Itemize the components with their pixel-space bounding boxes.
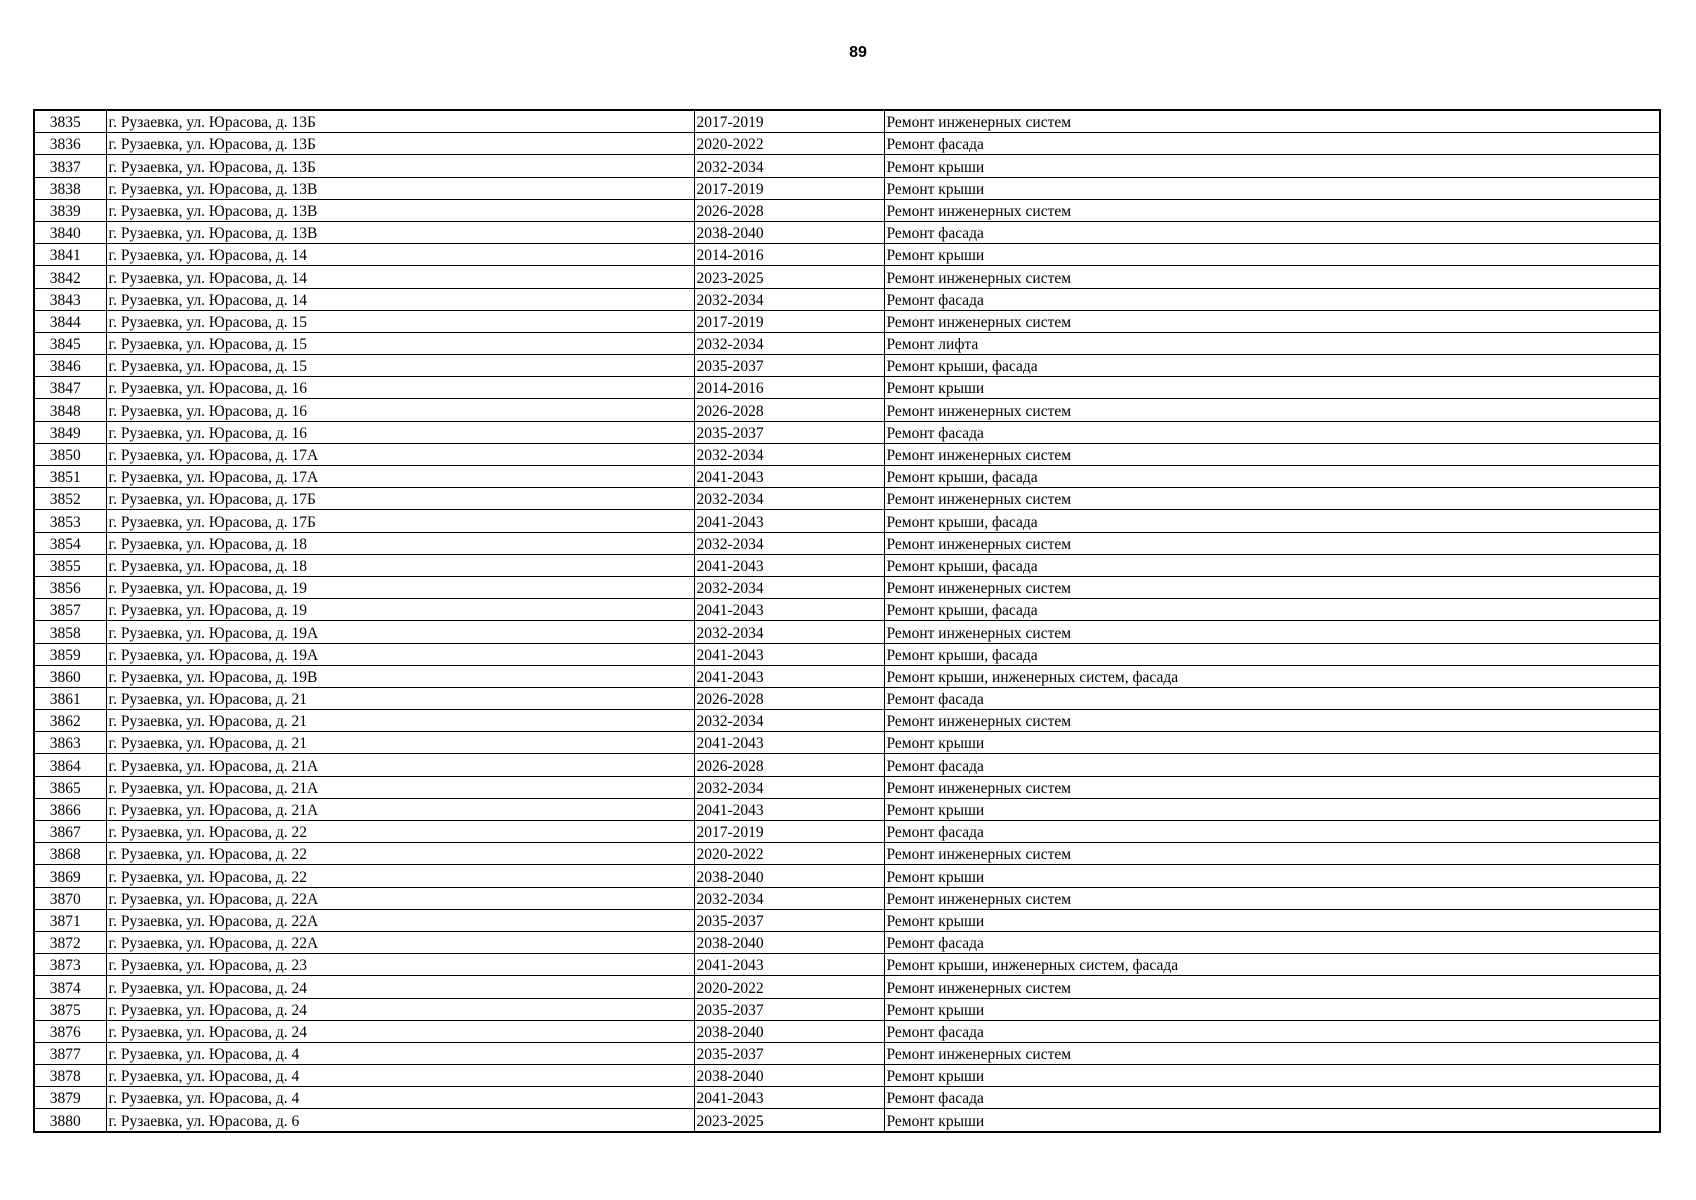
work-type-cell: Ремонт инженерных систем	[884, 110, 1660, 133]
work-type-cell: Ремонт крыши	[884, 244, 1660, 266]
row-number-cell: 3839	[34, 199, 106, 221]
table-row	[34, 576, 1660, 598]
row-number-cell: 3873	[34, 954, 106, 976]
work-type-cell: Ремонт инженерных систем	[884, 976, 1660, 998]
table-row	[34, 554, 1660, 576]
work-type-cell: Ремонт фасада	[884, 1087, 1660, 1109]
work-type-cell: Ремонт крыши	[884, 909, 1660, 931]
row-number-cell: 3866	[34, 798, 106, 820]
address-cell: г. Рузаевка, ул. Юрасова, д. 15	[106, 310, 694, 332]
table-row	[34, 732, 1660, 754]
period-cell: 2032-2034	[694, 155, 884, 177]
address-cell: г. Рузаевка, ул. Юрасова, д. 16	[106, 377, 694, 399]
work-type-cell: Ремонт крыши, фасада	[884, 510, 1660, 532]
row-number-cell: 3851	[34, 466, 106, 488]
table-row	[34, 266, 1660, 288]
table-row	[34, 1020, 1660, 1042]
row-number-cell: 3860	[34, 665, 106, 687]
address-cell: г. Рузаевка, ул. Юрасова, д. 19А	[106, 621, 694, 643]
row-number-cell: 3842	[34, 266, 106, 288]
address-cell: г. Рузаевка, ул. Юрасова, д. 19	[106, 599, 694, 621]
address-cell: г. Рузаевка, ул. Юрасова, д. 17Б	[106, 488, 694, 510]
row-number-cell: 3836	[34, 133, 106, 155]
table-row	[34, 976, 1660, 998]
row-number-cell: 3859	[34, 643, 106, 665]
period-cell: 2041-2043	[694, 510, 884, 532]
row-number-cell: 3858	[34, 621, 106, 643]
table-row	[34, 1109, 1660, 1132]
period-cell: 2032-2034	[694, 887, 884, 909]
row-number-cell: 3870	[34, 887, 106, 909]
address-cell: г. Рузаевка, ул. Юрасова, д. 24	[106, 998, 694, 1020]
work-type-cell: Ремонт инженерных систем	[884, 488, 1660, 510]
period-cell: 2035-2037	[694, 909, 884, 931]
table-row	[34, 377, 1660, 399]
address-cell: г. Рузаевка, ул. Юрасова, д. 13Б	[106, 110, 694, 133]
period-cell: 2026-2028	[694, 754, 884, 776]
address-cell: г. Рузаевка, ул. Юрасова, д. 22	[106, 843, 694, 865]
work-type-cell: Ремонт инженерных систем	[884, 776, 1660, 798]
row-number-cell: 3879	[34, 1087, 106, 1109]
work-type-cell: Ремонт крыши, инженерных систем, фасада	[884, 954, 1660, 976]
row-number-cell: 3853	[34, 510, 106, 532]
work-type-cell: Ремонт инженерных систем	[884, 576, 1660, 598]
row-number-cell: 3856	[34, 576, 106, 598]
work-type-cell: Ремонт крыши, фасада	[884, 554, 1660, 576]
table-row	[34, 466, 1660, 488]
work-type-cell: Ремонт фасада	[884, 421, 1660, 443]
address-cell: г. Рузаевка, ул. Юрасова, д. 24	[106, 976, 694, 998]
period-cell: 2035-2037	[694, 355, 884, 377]
work-type-cell: Ремонт фасада	[884, 687, 1660, 709]
period-cell: 2032-2034	[694, 621, 884, 643]
address-cell: г. Рузаевка, ул. Юрасова, д. 22А	[106, 887, 694, 909]
row-number-cell: 3854	[34, 532, 106, 554]
work-type-cell: Ремонт крыши	[884, 732, 1660, 754]
work-type-cell: Ремонт фасада	[884, 754, 1660, 776]
row-number-cell: 3861	[34, 687, 106, 709]
period-cell: 2032-2034	[694, 488, 884, 510]
work-type-cell: Ремонт инженерных систем	[884, 310, 1660, 332]
address-cell: г. Рузаевка, ул. Юрасова, д. 17А	[106, 466, 694, 488]
row-number-cell: 3867	[34, 821, 106, 843]
row-number-cell: 3848	[34, 399, 106, 421]
period-cell: 2032-2034	[694, 288, 884, 310]
row-number-cell: 3865	[34, 776, 106, 798]
period-cell: 2017-2019	[694, 110, 884, 133]
period-cell: 2023-2025	[694, 1109, 884, 1132]
period-cell: 2041-2043	[694, 954, 884, 976]
work-type-cell: Ремонт инженерных систем	[884, 621, 1660, 643]
address-cell: г. Рузаевка, ул. Юрасова, д. 21	[106, 687, 694, 709]
table-row	[34, 798, 1660, 820]
address-cell: г. Рузаевка, ул. Юрасова, д. 18	[106, 532, 694, 554]
work-type-cell: Ремонт фасада	[884, 821, 1660, 843]
address-cell: г. Рузаевка, ул. Юрасова, д. 19	[106, 576, 694, 598]
address-cell: г. Рузаевка, ул. Юрасова, д. 17А	[106, 443, 694, 465]
row-number-cell: 3862	[34, 710, 106, 732]
work-type-cell: Ремонт фасада	[884, 931, 1660, 953]
table-row	[34, 776, 1660, 798]
work-type-cell: Ремонт крыши, фасада	[884, 599, 1660, 621]
address-cell: г. Рузаевка, ул. Юрасова, д. 18	[106, 554, 694, 576]
table-row	[34, 909, 1660, 931]
address-cell: г. Рузаевка, ул. Юрасова, д. 21А	[106, 754, 694, 776]
period-cell: 2026-2028	[694, 399, 884, 421]
period-cell: 2038-2040	[694, 1065, 884, 1087]
period-cell: 2014-2016	[694, 244, 884, 266]
table-row	[34, 421, 1660, 443]
row-number-cell: 3876	[34, 1020, 106, 1042]
period-cell: 2041-2043	[694, 643, 884, 665]
address-cell: г. Рузаевка, ул. Юрасова, д. 4	[106, 1042, 694, 1064]
period-cell: 2023-2025	[694, 266, 884, 288]
period-cell: 2014-2016	[694, 377, 884, 399]
row-number-cell: 3840	[34, 221, 106, 243]
period-cell: 2038-2040	[694, 221, 884, 243]
address-cell: г. Рузаевка, ул. Юрасова, д. 4	[106, 1087, 694, 1109]
period-cell: 2026-2028	[694, 687, 884, 709]
address-cell: г. Рузаевка, ул. Юрасова, д. 22	[106, 821, 694, 843]
table-row	[34, 221, 1660, 243]
work-type-cell: Ремонт фасада	[884, 288, 1660, 310]
address-cell: г. Рузаевка, ул. Юрасова, д. 4	[106, 1065, 694, 1087]
address-cell: г. Рузаевка, ул. Юрасова, д. 21	[106, 710, 694, 732]
address-cell: г. Рузаевка, ул. Юрасова, д. 17Б	[106, 510, 694, 532]
table-row	[34, 199, 1660, 221]
work-type-cell: Ремонт крыши	[884, 377, 1660, 399]
row-number-cell: 3855	[34, 554, 106, 576]
table-row	[34, 865, 1660, 887]
table-row	[34, 665, 1660, 687]
table-row	[34, 133, 1660, 155]
address-cell: г. Рузаевка, ул. Юрасова, д. 19В	[106, 665, 694, 687]
row-number-cell: 3850	[34, 443, 106, 465]
repair-schedule-table	[33, 109, 1661, 1133]
row-number-cell: 3837	[34, 155, 106, 177]
address-cell: г. Рузаевка, ул. Юрасова, д. 13В	[106, 221, 694, 243]
work-type-cell: Ремонт инженерных систем	[884, 532, 1660, 554]
address-cell: г. Рузаевка, ул. Юрасова, д. 15	[106, 355, 694, 377]
address-cell: г. Рузаевка, ул. Юрасова, д. 16	[106, 399, 694, 421]
period-cell: 2032-2034	[694, 332, 884, 354]
period-cell: 2032-2034	[694, 710, 884, 732]
address-cell: г. Рузаевка, ул. Юрасова, д. 14	[106, 266, 694, 288]
period-cell: 2038-2040	[694, 931, 884, 953]
period-cell: 2041-2043	[694, 599, 884, 621]
work-type-cell: Ремонт крыши	[884, 1109, 1660, 1132]
work-type-cell: Ремонт фасада	[884, 1020, 1660, 1042]
table-row	[34, 643, 1660, 665]
period-cell: 2035-2037	[694, 1042, 884, 1064]
row-number-cell: 3872	[34, 931, 106, 953]
table-row	[34, 710, 1660, 732]
address-cell: г. Рузаевка, ул. Юрасова, д. 13Б	[106, 155, 694, 177]
address-cell: г. Рузаевка, ул. Юрасова, д. 21А	[106, 798, 694, 820]
work-type-cell: Ремонт лифта	[884, 332, 1660, 354]
row-number-cell: 3875	[34, 998, 106, 1020]
table-row	[34, 532, 1660, 554]
address-cell: г. Рузаевка, ул. Юрасова, д. 23	[106, 954, 694, 976]
row-number-cell: 3841	[34, 244, 106, 266]
period-cell: 2035-2037	[694, 998, 884, 1020]
row-number-cell: 3871	[34, 909, 106, 931]
table-body	[34, 110, 1660, 1132]
row-number-cell: 3869	[34, 865, 106, 887]
work-type-cell: Ремонт инженерных систем	[884, 266, 1660, 288]
row-number-cell: 3846	[34, 355, 106, 377]
row-number-cell: 3849	[34, 421, 106, 443]
table-row	[34, 754, 1660, 776]
row-number-cell: 3847	[34, 377, 106, 399]
table-row	[34, 244, 1660, 266]
period-cell: 2032-2034	[694, 443, 884, 465]
table-row	[34, 621, 1660, 643]
table-row	[34, 931, 1660, 953]
address-cell: г. Рузаевка, ул. Юрасова, д. 13В	[106, 177, 694, 199]
work-type-cell: Ремонт крыши	[884, 798, 1660, 820]
table-row	[34, 399, 1660, 421]
period-cell: 2041-2043	[694, 665, 884, 687]
address-cell: г. Рузаевка, ул. Юрасова, д. 19А	[106, 643, 694, 665]
period-cell: 2035-2037	[694, 421, 884, 443]
table-row	[34, 954, 1660, 976]
table-row	[34, 1065, 1660, 1087]
address-cell: г. Рузаевка, ул. Юрасова, д. 22А	[106, 931, 694, 953]
address-cell: г. Рузаевка, ул. Юрасова, д. 22А	[106, 909, 694, 931]
period-cell: 2041-2043	[694, 1087, 884, 1109]
work-type-cell: Ремонт крыши	[884, 155, 1660, 177]
row-number-cell: 3864	[34, 754, 106, 776]
row-number-cell: 3878	[34, 1065, 106, 1087]
address-cell: г. Рузаевка, ул. Юрасова, д. 24	[106, 1020, 694, 1042]
row-number-cell: 3874	[34, 976, 106, 998]
address-cell: г. Рузаевка, ул. Юрасова, д. 15	[106, 332, 694, 354]
row-number-cell: 3868	[34, 843, 106, 865]
address-cell: г. Рузаевка, ул. Юрасова, д. 22	[106, 865, 694, 887]
table-row	[34, 510, 1660, 532]
address-cell: г. Рузаевка, ул. Юрасова, д. 16	[106, 421, 694, 443]
table-row	[34, 1087, 1660, 1109]
work-type-cell: Ремонт инженерных систем	[884, 843, 1660, 865]
period-cell: 2041-2043	[694, 732, 884, 754]
table-row	[34, 821, 1660, 843]
work-type-cell: Ремонт крыши	[884, 998, 1660, 1020]
table-row	[34, 310, 1660, 332]
address-cell: г. Рузаевка, ул. Юрасова, д. 14	[106, 288, 694, 310]
work-type-cell: Ремонт инженерных систем	[884, 399, 1660, 421]
row-number-cell: 3880	[34, 1109, 106, 1132]
row-number-cell: 3838	[34, 177, 106, 199]
row-number-cell: 3852	[34, 488, 106, 510]
table-row	[34, 599, 1660, 621]
address-cell: г. Рузаевка, ул. Юрасова, д. 21	[106, 732, 694, 754]
period-cell: 2017-2019	[694, 177, 884, 199]
table-row	[34, 332, 1660, 354]
period-cell: 2038-2040	[694, 1020, 884, 1042]
row-number-cell: 3877	[34, 1042, 106, 1064]
work-type-cell: Ремонт крыши, фасада	[884, 643, 1660, 665]
table-row	[34, 843, 1660, 865]
work-type-cell: Ремонт крыши, фасада	[884, 355, 1660, 377]
work-type-cell: Ремонт фасада	[884, 221, 1660, 243]
table-row	[34, 155, 1660, 177]
work-type-cell: Ремонт инженерных систем	[884, 199, 1660, 221]
table-row	[34, 998, 1660, 1020]
period-cell: 2026-2028	[694, 199, 884, 221]
row-number-cell: 3857	[34, 599, 106, 621]
row-number-cell: 3835	[34, 110, 106, 133]
table-row	[34, 488, 1660, 510]
table-row	[34, 443, 1660, 465]
table-row	[34, 887, 1660, 909]
page-number: 89	[849, 44, 867, 61]
address-cell: г. Рузаевка, ул. Юрасова, д. 21А	[106, 776, 694, 798]
period-cell: 2032-2034	[694, 776, 884, 798]
work-type-cell: Ремонт крыши, инженерных систем, фасада	[884, 665, 1660, 687]
period-cell: 2041-2043	[694, 554, 884, 576]
table-row	[34, 687, 1660, 709]
period-cell: 2038-2040	[694, 865, 884, 887]
period-cell: 2041-2043	[694, 798, 884, 820]
table-row	[34, 1042, 1660, 1064]
work-type-cell: Ремонт крыши	[884, 865, 1660, 887]
table-row	[34, 355, 1660, 377]
period-cell: 2017-2019	[694, 821, 884, 843]
period-cell: 2020-2022	[694, 976, 884, 998]
table-row	[34, 177, 1660, 199]
address-cell: г. Рузаевка, ул. Юрасова, д. 6	[106, 1109, 694, 1132]
address-cell: г. Рузаевка, ул. Юрасова, д. 14	[106, 244, 694, 266]
work-type-cell: Ремонт крыши	[884, 1065, 1660, 1087]
work-type-cell: Ремонт крыши, фасада	[884, 466, 1660, 488]
table-row	[34, 110, 1660, 133]
row-number-cell: 3863	[34, 732, 106, 754]
work-type-cell: Ремонт инженерных систем	[884, 1042, 1660, 1064]
work-type-cell: Ремонт инженерных систем	[884, 443, 1660, 465]
period-cell: 2032-2034	[694, 532, 884, 554]
period-cell: 2032-2034	[694, 576, 884, 598]
address-cell: г. Рузаевка, ул. Юрасова, д. 13В	[106, 199, 694, 221]
period-cell: 2020-2022	[694, 843, 884, 865]
address-cell: г. Рузаевка, ул. Юрасова, д. 13Б	[106, 133, 694, 155]
period-cell: 2017-2019	[694, 310, 884, 332]
work-type-cell: Ремонт фасада	[884, 133, 1660, 155]
work-type-cell: Ремонт инженерных систем	[884, 710, 1660, 732]
work-type-cell: Ремонт инженерных систем	[884, 887, 1660, 909]
row-number-cell: 3843	[34, 288, 106, 310]
period-cell: 2020-2022	[694, 133, 884, 155]
row-number-cell: 3845	[34, 332, 106, 354]
row-number-cell: 3844	[34, 310, 106, 332]
period-cell: 2041-2043	[694, 466, 884, 488]
work-type-cell: Ремонт крыши	[884, 177, 1660, 199]
table-row	[34, 288, 1660, 310]
